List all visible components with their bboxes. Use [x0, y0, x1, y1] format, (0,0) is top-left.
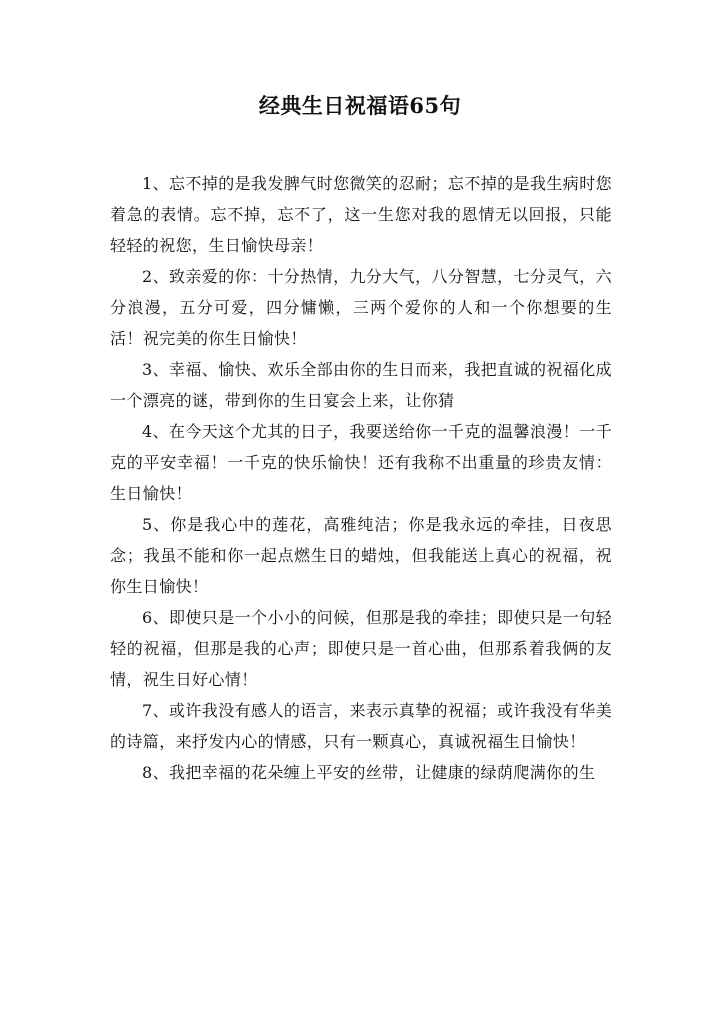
paragraph-4: 4、在今天这个尤其的日子，我要送给你一千克的温馨浪漫！一千克的平安幸福！一千克的快乐愉快！还有我称不出重量的珍贵友情：生日愉快！ [110, 422, 612, 503]
paragraph-5: 5、你是我心中的莲花，高雅纯洁；你是我永远的牵挂，日夜思念；我虽不能和你一起点燃生日的蜡烛，但我能送上真心的祝福，祝你生日愉快！ [110, 515, 612, 596]
paragraph-6: 6、即使只是一个小小的问候，但那是我的牵挂；即使只是一句轻轻的祝福，但那是我的心声；即使只是一首心曲，但那系着我俩的友情，祝生日好心情！ [110, 608, 612, 689]
page-title: 经典生日祝福语65句 [258, 93, 462, 118]
paragraph-1: 1、忘不掉的是我发脾气时您微笑的忍耐；忘不掉的是我生病时您着急的表情。忘不掉，忘不了，这一生您对我的恩情无以回报，只能轻轻的祝您，生日愉快母亲！ [110, 174, 612, 255]
paragraph-2: 2、致亲爱的你：十分热情，九分大气，八分智慧，七分灵气，六分浪漫，五分可爱，四分慵懒，三两个爱你的人和一个你想要的生活！祝完美的你生日愉快！ [110, 267, 612, 348]
paragraph-3: 3、幸福、愉快、欢乐全部由你的生日而来，我把直诚的祝福化成一个漂亮的谜，带到你的生日宴会上来，让你猜 [110, 360, 612, 410]
document-body [110, 168, 612, 788]
paragraph-8: 8、我把幸福的花朵缠上平安的丝带，让健康的绿荫爬满你的生 [142, 763, 596, 782]
paragraph-7: 7、或许我没有感人的语言，来表示真挚的祝福；或许我没有华美的诗篇，来抒发内心的情感，只有一颗真心，真诚祝福生日愉快！ [110, 701, 612, 751]
